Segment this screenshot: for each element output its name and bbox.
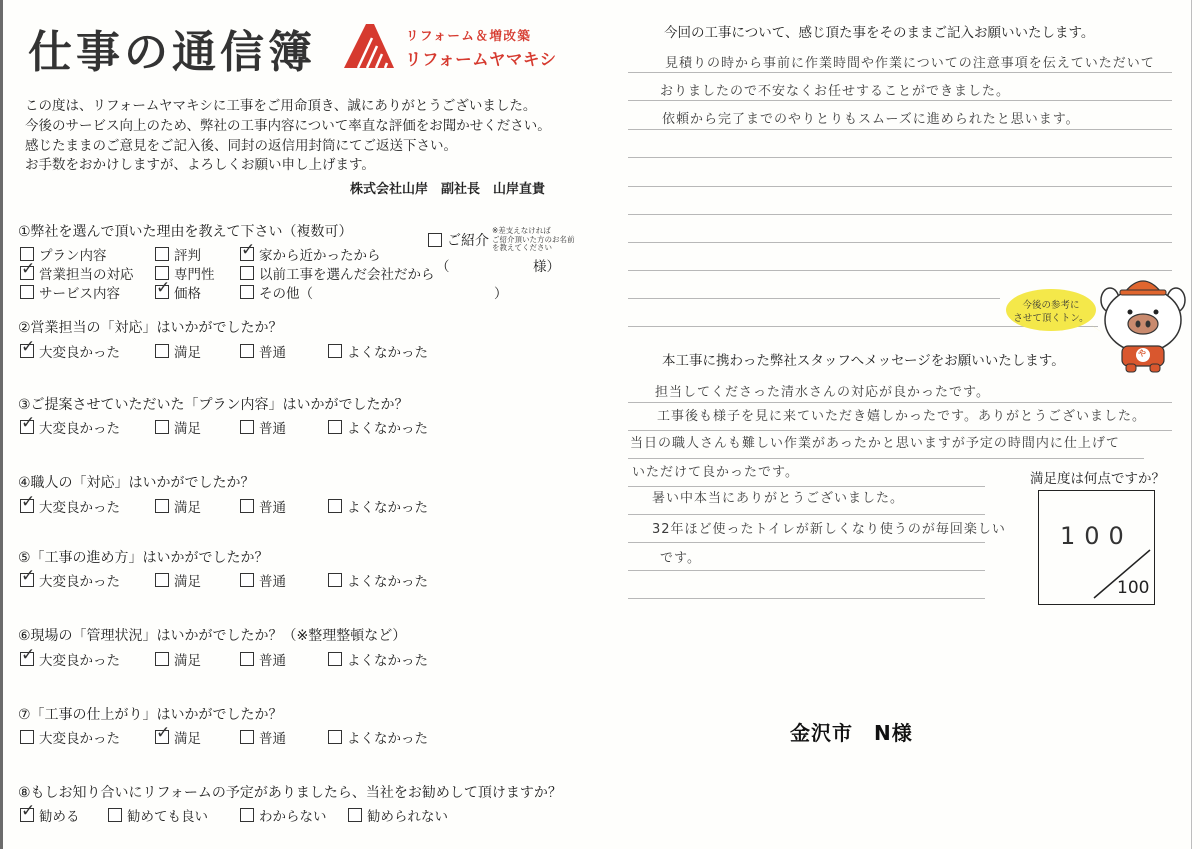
checkbox[interactable] xyxy=(155,730,169,744)
checkbox[interactable] xyxy=(240,420,254,434)
ruled-line xyxy=(628,458,1144,459)
q6-option[interactable] xyxy=(20,649,120,669)
handwritten-comment: 見積りの時から事前に作業時間や作業についての注意事項を伝えていただいて xyxy=(665,56,1155,71)
checkbox[interactable] xyxy=(20,266,34,280)
handwritten-comment: 依頼から完了までのやりとりもスムーズに進められたと思います。 xyxy=(662,112,1080,127)
satisfaction-score: 100 xyxy=(1060,522,1133,550)
handwritten-message: です。 xyxy=(660,551,701,566)
checkbox[interactable] xyxy=(20,652,34,666)
q4-option[interactable] xyxy=(240,496,286,516)
q3-option[interactable] xyxy=(20,417,120,437)
option-label: プラン内容 xyxy=(39,248,107,264)
checkbox[interactable] xyxy=(348,808,362,822)
referral-label: ご紹介 xyxy=(447,233,489,249)
option-label: サービス内容 xyxy=(39,286,120,302)
option-label: 普通 xyxy=(259,653,286,669)
checkbox[interactable] xyxy=(240,730,254,744)
ruled-line xyxy=(628,542,985,543)
q4-option[interactable] xyxy=(20,496,120,516)
checkbox[interactable] xyxy=(155,499,169,513)
ruled-line xyxy=(628,514,985,515)
signature: 株式会社山岸 副社長 山岸直貴 xyxy=(350,182,546,197)
option-label: よくなかった xyxy=(347,653,428,669)
option-label: 普通 xyxy=(259,345,286,361)
ruled-line xyxy=(628,242,1172,243)
ruled-line xyxy=(628,157,1172,158)
checkbox[interactable] xyxy=(20,573,34,587)
option-label: 大変良かった xyxy=(39,421,120,437)
mascot-body-mark: や xyxy=(1138,349,1146,358)
other-close-paren: ） xyxy=(494,286,508,302)
q6-option[interactable] xyxy=(328,649,428,669)
checkbox[interactable] xyxy=(328,573,342,587)
logo-tagline: リフォーム＆増改築 xyxy=(406,28,532,43)
speech-bubble xyxy=(1006,289,1096,331)
option-label: 大変良かった xyxy=(39,500,120,516)
question-1: ①弊社を選んで頂いた理由を教えて下さい（複数可） xyxy=(18,224,353,240)
checkbox[interactable] xyxy=(155,573,169,587)
option-label: 勧める xyxy=(39,809,80,825)
q8-option[interactable] xyxy=(348,805,448,825)
q7-option[interactable] xyxy=(20,727,120,747)
handwritten-message: 工事後も様子を見に来ていただき嬉しかったです。ありがとうございました。 xyxy=(657,409,1146,424)
checkbox[interactable] xyxy=(328,730,342,744)
satisfaction-label: 満足度は何点ですか？ xyxy=(1030,471,1165,487)
referral-note-line: ※差支えなければ xyxy=(492,226,551,235)
option-label: 大変良かった xyxy=(39,653,120,669)
checkbox[interactable] xyxy=(240,344,254,358)
q3-option[interactable] xyxy=(328,417,428,437)
referral-paren-open: （ xyxy=(436,259,450,275)
referral-note-line: ご紹介頂いた方のお名前 xyxy=(492,234,575,244)
intro-line: この度は、リフォームヤマキシに工事をご用命頂き、誠にありがとうございました。 xyxy=(25,98,537,114)
checkbox[interactable] xyxy=(328,420,342,434)
checkbox[interactable] xyxy=(328,499,342,513)
option-label: 満足 xyxy=(174,574,201,590)
ruled-line xyxy=(628,270,1172,271)
referral-note xyxy=(492,227,575,253)
staff-message-prompt: 本工事に携わった弊社スタッフへメッセージをお願いいたします。 xyxy=(662,353,1065,369)
handwritten-message: 暑い中本当にありがとうございました。 xyxy=(652,491,905,506)
ruled-line xyxy=(628,598,985,599)
checkbox[interactable] xyxy=(328,652,342,666)
q1-option[interactable] xyxy=(155,282,201,302)
q5-option[interactable] xyxy=(20,570,120,590)
option-label: 専門性 xyxy=(174,267,215,283)
scan-edge-left xyxy=(0,0,3,849)
bubble-line: 今後の参考に xyxy=(1022,300,1080,311)
checkbox[interactable] xyxy=(240,247,254,261)
checkbox[interactable] xyxy=(20,285,34,299)
handwritten-message: 32年ほど使ったトイレが新しくなり使うのが毎回楽しい xyxy=(652,522,1006,537)
option-label: 普通 xyxy=(259,574,286,590)
handwritten-message: 当日の職人さんも難しい作業があったかと思いますが予定の時間内に仕上げて xyxy=(630,436,1120,451)
q3-option[interactable] xyxy=(240,417,286,437)
checkbox[interactable] xyxy=(108,808,122,822)
q5-option[interactable] xyxy=(240,570,286,590)
q7-option[interactable] xyxy=(155,727,201,747)
q6-option[interactable] xyxy=(240,649,286,669)
checkbox[interactable] xyxy=(155,420,169,434)
option-label: 大変良かった xyxy=(39,574,120,590)
checkbox[interactable] xyxy=(20,499,34,513)
option-label: 勧められない xyxy=(367,809,448,825)
option-label: 価格 xyxy=(174,286,201,302)
page-title: 仕事の通信簿 xyxy=(28,27,316,78)
q1-option[interactable] xyxy=(155,244,201,264)
q5-option[interactable] xyxy=(328,570,428,590)
question-2: ②営業担当の「対応」はいかがでしたか？ xyxy=(18,320,283,336)
checkbox[interactable] xyxy=(428,233,442,247)
checkbox[interactable] xyxy=(240,285,254,299)
option-label: 営業担当の対応 xyxy=(39,267,134,283)
option-label: 大変良かった xyxy=(39,345,120,361)
q8-option[interactable] xyxy=(20,805,80,825)
q1-option[interactable] xyxy=(240,244,381,264)
checkbox[interactable] xyxy=(155,285,169,299)
ruled-line xyxy=(628,214,1172,215)
ruled-line xyxy=(628,72,1172,73)
checkbox[interactable] xyxy=(20,344,34,358)
q8-option[interactable] xyxy=(108,805,208,825)
question-8: ⑧もしお知り合いにリフォームの予定がありましたら、当社をお勧めして頂けますか？ xyxy=(18,785,562,801)
option-label: わからない xyxy=(259,809,327,825)
question-4: ④職人の「対応」はいかがでしたか？ xyxy=(18,475,255,491)
ruled-line xyxy=(628,570,985,571)
q1-referral[interactable] xyxy=(428,230,489,250)
company-logo-icon xyxy=(342,21,396,69)
option-label: その他（ xyxy=(259,286,313,302)
option-label: 勧めても良い xyxy=(127,809,208,825)
intro-line: 今後のサービス向上のため、弊社の工事内容について率直な評価をお聞かせください。 xyxy=(25,118,551,134)
checkbox[interactable] xyxy=(155,344,169,358)
referral-sama: 様） xyxy=(533,259,560,275)
checkbox[interactable] xyxy=(240,573,254,587)
ruled-line xyxy=(628,298,1000,299)
q1-option[interactable] xyxy=(20,263,134,283)
q7-option[interactable] xyxy=(328,727,428,747)
ruled-line xyxy=(628,186,1172,187)
referral-note-line: を教えてください xyxy=(492,243,552,252)
checkbox[interactable] xyxy=(20,808,34,822)
q4-option[interactable] xyxy=(155,496,201,516)
q7-option[interactable] xyxy=(240,727,286,747)
option-label: 満足 xyxy=(174,421,201,437)
option-label: 大変良かった xyxy=(39,731,120,747)
q2-option[interactable] xyxy=(328,341,428,361)
handwritten-message: いただけて良かったです。 xyxy=(632,465,799,480)
satisfaction-max: 100 xyxy=(1117,578,1150,598)
option-label: 満足 xyxy=(174,345,201,361)
option-label: 以前工事を選んだ会社だから xyxy=(259,267,435,283)
option-label: よくなかった xyxy=(347,731,428,747)
q2-option[interactable] xyxy=(155,341,201,361)
q2-option[interactable] xyxy=(20,341,120,361)
option-label: よくなかった xyxy=(347,345,428,361)
option-label: 普通 xyxy=(259,500,286,516)
intro-line: お手数をおかけしますが、よろしくお願い申し上げます。 xyxy=(25,157,375,173)
question-3: ③ご提案させていただいた「プラン内容」はいかがでしたか？ xyxy=(18,397,409,413)
option-label: よくなかった xyxy=(347,500,428,516)
option-label: 家から近かったから xyxy=(259,248,381,264)
q2-option[interactable] xyxy=(240,341,286,361)
checkbox[interactable] xyxy=(155,247,169,261)
q1-option-other[interactable] xyxy=(240,282,313,302)
customer-name: 金沢市 N様 xyxy=(790,721,913,745)
q6-option[interactable] xyxy=(155,649,201,669)
checkbox[interactable] xyxy=(240,808,254,822)
checkbox[interactable] xyxy=(20,420,34,434)
option-label: 満足 xyxy=(174,500,201,516)
ruled-line xyxy=(628,430,1172,431)
question-5: ⑤「工事の進め方」はいかがでしたか？ xyxy=(18,550,269,566)
checkbox[interactable] xyxy=(240,652,254,666)
checkbox[interactable] xyxy=(20,730,34,744)
ruled-line xyxy=(628,402,1172,403)
option-label: 満足 xyxy=(174,653,201,669)
checkbox[interactable] xyxy=(155,652,169,666)
q4-option[interactable] xyxy=(328,496,428,516)
scan-edge-right xyxy=(1191,0,1192,849)
question-7: ⑦「工事の仕上がり」はいかがでしたか？ xyxy=(18,707,283,723)
logo-company-name: リフォームヤマキシ xyxy=(405,50,557,69)
question-6: ⑥現場の「管理状況」はいかがでしたか？（※整理整頓など） xyxy=(18,628,407,644)
option-label: よくなかった xyxy=(347,421,428,437)
handwritten-message: 担当してくださった清水さんの対応が良かったです。 xyxy=(655,385,990,400)
q8-option[interactable] xyxy=(240,805,327,825)
option-label: 評判 xyxy=(174,248,201,264)
q1-option[interactable] xyxy=(240,263,435,283)
option-label: よくなかった xyxy=(347,574,428,590)
handwritten-comment: おりましたので不安なくお任せすることができました。 xyxy=(660,84,1011,99)
q3-option[interactable] xyxy=(155,417,201,437)
ruled-line xyxy=(628,100,1172,101)
bubble-line: させて頂くトン。 xyxy=(1013,313,1089,324)
comments-prompt: 今回の工事について、感じ頂た事をそのままご記入お願いいたします。 xyxy=(664,25,1095,41)
q1-option[interactable] xyxy=(20,282,120,302)
option-label: 普通 xyxy=(259,731,286,747)
intro-line: 感じたままのご意見をご記入後、同封の返信用封筒にてご返送下さい。 xyxy=(25,138,457,154)
option-label: 満足 xyxy=(174,731,201,747)
checkbox[interactable] xyxy=(240,266,254,280)
ruled-line xyxy=(628,129,1172,130)
checkbox[interactable] xyxy=(240,499,254,513)
q5-option[interactable] xyxy=(155,570,201,590)
checkbox[interactable] xyxy=(328,344,342,358)
option-label: 普通 xyxy=(259,421,286,437)
